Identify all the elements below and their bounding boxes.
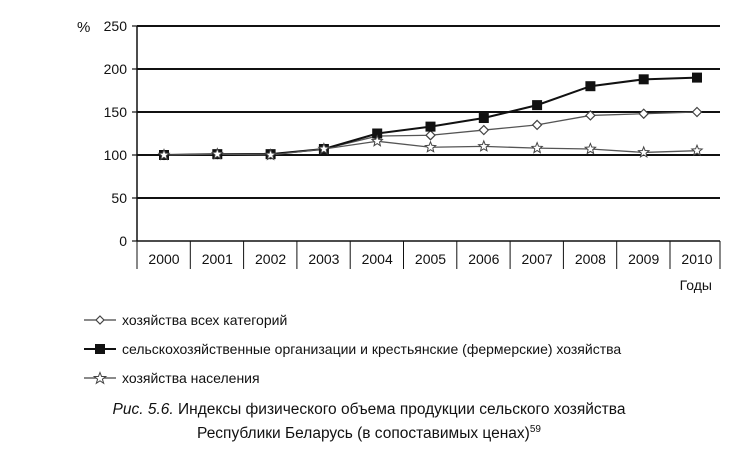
caption-text-1: Индексы физического объема продукции сельского хозяйства	[178, 401, 626, 418]
data-point-s3-2008	[585, 144, 595, 154]
data-point-s3-2005	[425, 142, 435, 152]
legend-item-organizations	[82, 334, 621, 363]
legend-item-households	[82, 363, 621, 392]
data-point-s3-2006	[479, 141, 489, 151]
legend-label-all-categories: хозяйства всех категорий	[122, 311, 288, 328]
data-point-s2-2005	[426, 122, 436, 132]
data-point-s1-2009	[639, 109, 648, 118]
data-point-s1-2006	[479, 126, 488, 135]
data-point-s2-2006	[479, 113, 489, 123]
footnote-ref: 59	[529, 424, 541, 435]
figure-caption	[0, 400, 738, 444]
y-axis-unit: %	[77, 19, 91, 36]
y-tick-label-100: 100	[103, 147, 127, 163]
caption-line-2	[0, 420, 738, 444]
data-point-s2-2010	[692, 73, 702, 83]
legend	[82, 305, 621, 392]
legend-label-organizations: сельскохозяйственные организации и крестьянские (фермерские) хозяйства	[122, 340, 622, 357]
caption-line-1	[0, 400, 738, 420]
y-tick-label-0: 0	[119, 233, 127, 249]
data-point-s2-2009	[639, 74, 649, 84]
x-tick-label-2008: 2008	[574, 251, 606, 267]
square-line-icon	[82, 342, 118, 356]
x-tick-label-2007: 2007	[521, 251, 553, 267]
y-tick-label-200: 200	[103, 61, 127, 77]
data-point-s1-2005	[426, 131, 435, 140]
x-axis-title: Годы	[679, 277, 712, 293]
data-point-s1-2007	[533, 120, 542, 129]
diamond-line-icon	[82, 313, 118, 327]
x-tick-label-2006: 2006	[468, 251, 500, 267]
x-tick-label-2009: 2009	[628, 251, 660, 267]
x-tick-label-2000: 2000	[148, 251, 180, 267]
x-tick-label-2004: 2004	[361, 251, 393, 267]
y-tick-label-50: 50	[111, 190, 127, 206]
data-point-s3-2010	[692, 145, 702, 155]
x-tick-label-2002: 2002	[255, 251, 287, 267]
legend-label-households: хозяйства населения	[122, 369, 260, 386]
legend-item-all-categories	[82, 305, 621, 334]
figure-label: Рис. 5.6.	[112, 401, 174, 418]
y-tick-label-150: 150	[103, 104, 127, 120]
caption-text-2: Республики Беларусь (в сопоставимых ценах)	[197, 425, 530, 443]
y-tick-label-250: 250	[103, 18, 127, 34]
data-point-s3-2007	[532, 143, 542, 153]
x-tick-label-2001: 2001	[201, 251, 233, 267]
data-point-s2-2008	[585, 81, 595, 91]
data-point-s1-2010	[693, 108, 702, 117]
x-tick-label-2003: 2003	[308, 251, 340, 267]
grid-lines	[137, 26, 720, 198]
x-tick-label-2010: 2010	[681, 251, 713, 267]
data-point-s2-2007	[532, 100, 542, 110]
axes	[104, 18, 720, 269]
x-tick-label-2005: 2005	[414, 251, 447, 267]
star-line-icon	[82, 371, 118, 385]
data-markers	[159, 73, 702, 160]
